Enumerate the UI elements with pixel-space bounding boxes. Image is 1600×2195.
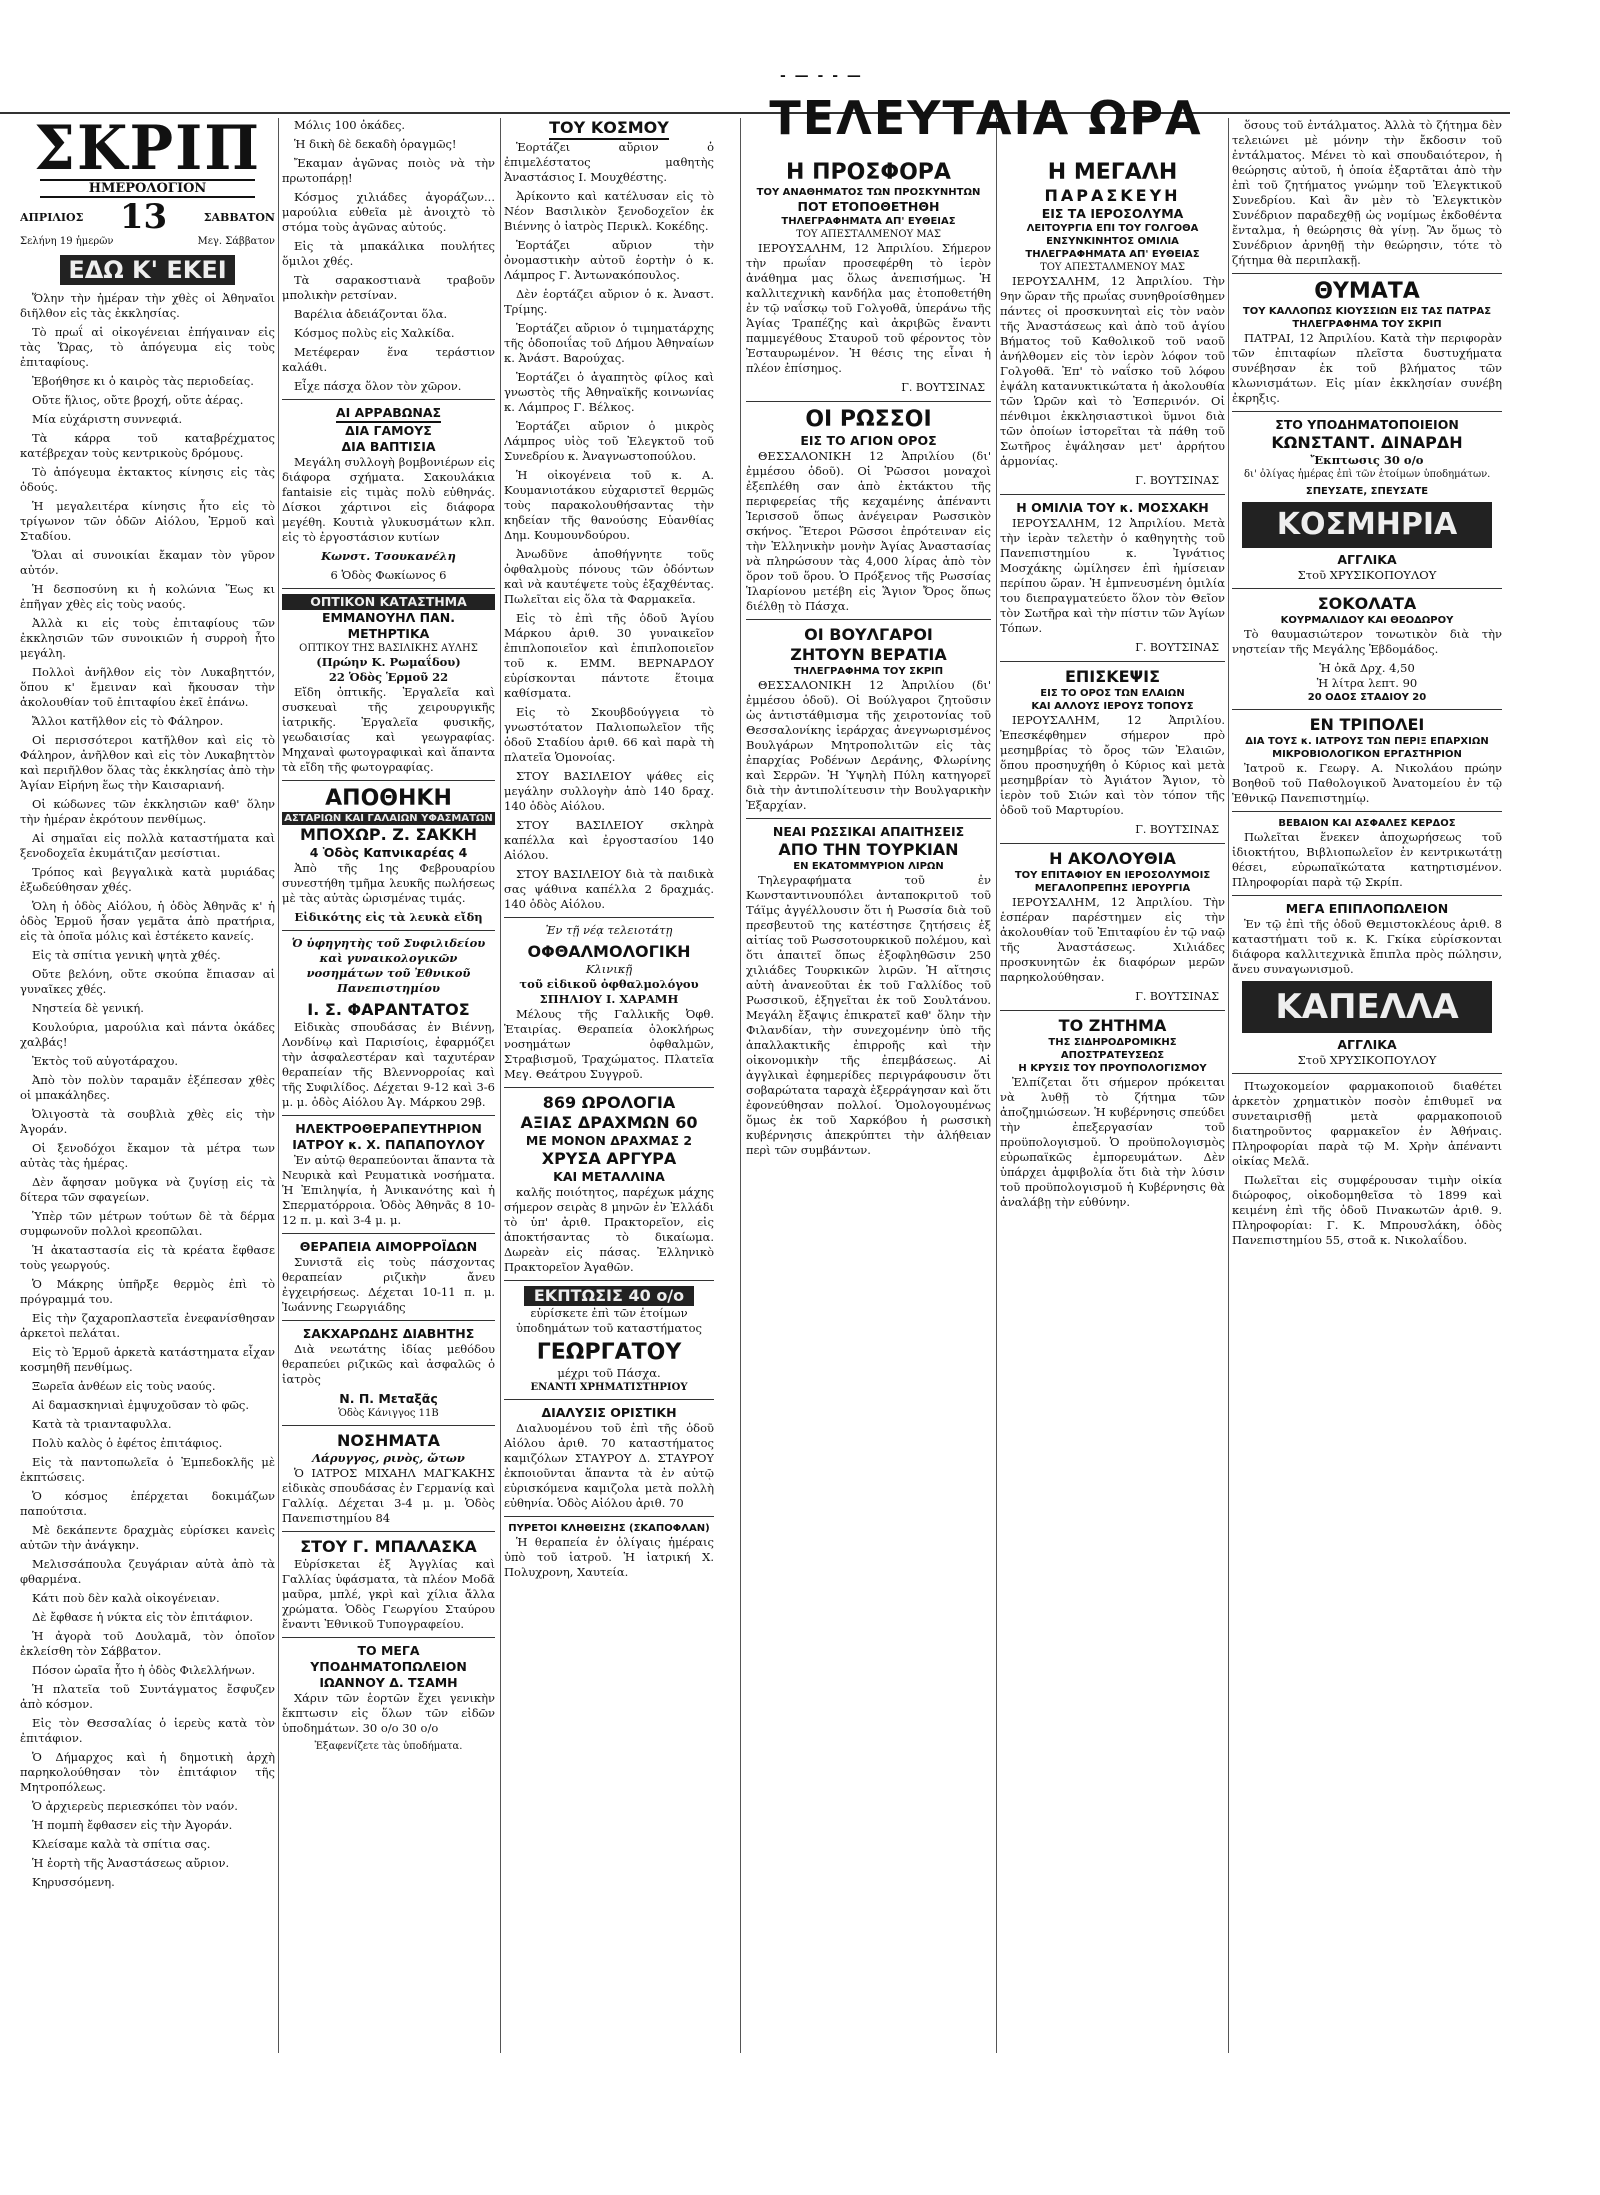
paragraph: Ἡ δικὴ δὲ δεκαδὴ ὁραγμῶς! — [294, 137, 457, 151]
paragraph: Ἐκτὸς τοῦ αὐγοτάραχου. — [32, 1054, 179, 1068]
tsami-heading: ΤΟ ΜΕΓΑ ΥΠΟΔΗΜΑΤΟΠΩΛΕΙΟΝ — [310, 1643, 467, 1674]
discount-shop: ΓΕΩΡΓΑΤΟΥ — [536, 1340, 682, 1365]
shoe-shop-name: ΚΩΝΣΤΑΝΤ. ΔΙΝΑΡΔΗ — [1271, 433, 1463, 452]
chocolate-body: Τὸ θαυμασιώτερον τονωτικὸν διὰ τὴν νηστείαν τῆς Μεγάλης Ἑβδομάδος. — [1232, 627, 1502, 656]
diabetes-heading: ΣΑΚΧΑΡΩΔΗΣ ΔΙΑΒΗΤΗΣ — [302, 1326, 475, 1341]
paragraph: ΣΤΟΥ ΒΑΣΙΛΕΙΟΥ σκληρὰ καπέλλα καὶ ἐργοστασίου 140 Αἰόλου. — [504, 818, 714, 862]
good-friday-subtitle-2: ΛΕΙΤΟΥΡΓΙΑ ΕΠΙ ΤΟΥ ΓΟΛΓΟΘΑ — [1026, 223, 1199, 234]
doctor-name: Ι. Σ. ΦΑΡΑΝΤΑΤΟΣ — [307, 1000, 470, 1019]
paragraph: Ἐβοήθησε κι ὁ καιρὸς τὰς περιοδείας. — [32, 374, 254, 388]
paragraph: Πολὺ καλὸς ὁ ἐφέτος ἐπιτάφιος. — [32, 1436, 223, 1450]
fever-body: Ἡ θεραπεία ἐν ὀλίγαις ἡμέραις ὑπὸ τοῦ ἰατροῦ. Ἡ ἰατρική Χ. Πολυχρονη, Χαυτεία. — [504, 1535, 714, 1579]
profit-heading: ΒΕΒΑΙΟΝ ΚΑΙ ΑΣΦΑΛΕΣ ΚΕΡΔΟΣ — [1278, 818, 1456, 829]
briefs-list — [20, 291, 275, 1890]
paragraph: Ἀνωδῦνε ἀποθήγνητε τοῦς ὀφθαλμοὺς πόνους τῶν ὀδόντων καὶ νὰ καυτέψετε τοὺς ἐξαχθέντας. Πωλεῖται εἰς ὅλα τὰ Φαρμακεῖα. — [504, 547, 714, 606]
sermon-body: ΙΕΡΟΥΣΑΛΗΜ, 12 Ἀπριλίου. Μετὰ τὴν ἱερὰν τελετὴν ὁ καθηγητὴς τοῦ Πανεπιστημίου κ. Ἰγνάτιος Μοσχάκης ὡμίλησεν ἐπὶ ἡμίσειαν περίπου ὥραν. Ἡ ἐμπνευσμένη ὁμιλία του διεπραγματεύετο ὅλον τὸν Θεῖον τὸν Σωτῆρα καὶ τὴν πίστιν τῶν Ἁγίων Τόπων. — [1000, 516, 1225, 635]
warehouse-heading: ΑΠΟΘΗΚΗ — [325, 786, 452, 811]
paragraph: Εἰς τὸν Θεσσαλίας ὁ ἱερεὺς κατὰ τὸν ἐπιτάφιον. — [20, 1716, 275, 1745]
paragraph: Τρόπος καὶ βεγγαλικὰ κατὰ μυριάδας ἐξωδεύθησαν χθές. — [20, 865, 275, 894]
paragraph: Δὲν ἑορτάζει αὔριον ὁ κ. Ἀναστ. Τρίμης. — [504, 287, 714, 316]
good-friday-wire-2: ΤΟΥ ΑΠΕΣΤΑΛΜΕΝΟΥ ΜΑΣ — [1040, 262, 1185, 273]
bulgarians-wire: ΤΗΛΕΓΡΑΦΗΜΑ ΤΟΥ ΣΚΡΙΠ — [793, 666, 944, 677]
paragraph: Τὰ κάρρα τοῦ καταβρέχματος κατέβρεχαν τοὺς κεντρικοὺς δρόμους. — [20, 431, 275, 460]
disease-body: Ὁ ΙΑΤΡΟΣ ΜΙΧΑΗΛ ΜΑΓΚΑΚΗΣ εἰδικὰς σπουδάσας ἐν Γερμανίᾳ καὶ Γαλλίᾳ. Δέχεται 3-4 μ. μ. Ὁδὸς Πανεπιστημίου 84 — [282, 1466, 495, 1525]
watch-line-1: 869 ΩΡΟΛΟΓΙΑ — [542, 1093, 676, 1112]
paragraph: Εἰς τὰ παντοπωλεῖα ὁ Ἐμπεδοκλῆς μὲ ἐκπτώσεις. — [20, 1455, 275, 1484]
paragraph: Ἑορτάζει αὔριον ὁ τιμηματάρχης τῆς ὁδοποιΐας τοῦ Δήμου Ἀθηναίων κ. Ἀνάστ. Βαρούχας. — [504, 321, 714, 365]
visit-subtitle-2: ΚΑΙ ΑΛΛΟΥΣ ΙΕΡΟΥΣ ΤΟΠΟΥΣ — [1031, 701, 1194, 712]
engagement-heading: ΑΙ ΑΡΡΑΒΩΝΑΣ — [336, 405, 441, 423]
visit-body: ΙΕΡΟΥΣΑΛΗΜ, 12 Ἀπριλίου. Ἐπεσκέφθημεν σήμερον πρὸ μεσημβρίας τὸ ὄρος τῶν Ἐλαιῶν, ὅπου προσηυχήθη ὁ Κύριος καὶ μετὰ μεσημβρίαν τὸ Ἀγιάτον Ἄγιον, τὸ ἱερὸν τοῦ Σιών καὶ τὸν τόπον τῆς ὁδοῦ τοῦ Μαρτυρίου. — [1000, 713, 1225, 817]
baptism-heading: ΔΙΑ ΒΑΠΤΙΣΙΑ — [341, 439, 436, 454]
diabetes-address: Ὁδὸς Κάνιγγος 11Β — [338, 1408, 439, 1419]
page-mark: - — - - — — [780, 68, 863, 84]
demands-heading: ΝΕΑΙ ΡΩΣΣΙΚΑΙ ΑΠΑΙΤΗΣΕΙΣ — [772, 824, 965, 839]
paragraph: Κουλούρια, μαρούλια καὶ πάντα ὀκάδες χαλβάς! — [20, 1020, 275, 1049]
paragraph: Εἰς τὸ Ἑρμοῦ ἀρκετὰ κατάστηματα εἶχαν κοσμηθῆ πενθίμως. — [20, 1345, 275, 1374]
clinic-heading: ΟΦΘΑΛΜΟΛΟΓΙΚΗ — [527, 942, 691, 961]
warehouse-name: ΜΠΟΧΩΡ. Ζ. ΣΑΚΚΗ — [300, 825, 477, 844]
good-friday-subtitle: ΕΙΣ ΤΑ ΙΕΡΟΣΟΛΥΜΑ — [1041, 206, 1184, 221]
column-6 — [1232, 118, 1502, 2053]
warehouse-tagline: Εἰδικότης εἰς τὰ λευκὰ εἴδη — [294, 910, 483, 924]
column-rule — [996, 118, 997, 2053]
clinic-body: Μέλους τῆς Γαλλικῆς Ὀφθ. Ἑταιρίας. Θεραπεία ὁλοκλήρως νοσημάτων ὀφθαλμῶν, Στραβισμοῦ, Τραχώματος. Πλατεῖα Μεγ. Θεάτρου Συγγροῦ. — [504, 1007, 714, 1081]
mpalaska-heading: ΣΤΟΥ Γ. ΜΠΑΛΑΣΚΑ — [300, 1537, 477, 1556]
bulgarians-body: ΘΕΣΣΑΛΟΝΙΚΗ 12 Ἀπριλίου (δι' ἐμμέσου ὁδοῦ). Οἱ Βούλγαροι ζητοῦσιν ὡς ἀντιστάθμισμα τῆς χειροτονίας τοῦ Θεσσαλονίκης ἱεράρχας ἀνεγνωρισμένος Βουλγάρων Μητροπολιτῶν εἰς τὰς ἐπαρχίας Ροδένων Δεράνης, Φλωρίνης καὶ Σερρῶν. Ἡ Ὑψηλὴ Πύλη κατηγορεῖ διὰ τὴν ἀντιπολίτευσιν τὴν Βουλγαρικὴν Ἐξαρχίαν. — [746, 678, 991, 812]
victims-body: ΠΑΤΡΑΙ, 12 Ἀπριλίου. Κατὰ τὴν περιφορὰν τῶν ἐπιταφίων πλεῖστα δυστυχήματα συνέβησαν ἐκ τοῦ βλήματος τῶν κλωνισμάτων. Εἰς μίαν ἐκκλησίαν συνέβη ἐκρηξις. — [1232, 331, 1502, 405]
sermon-heading: Η ΟΜΙΛΙΑ ΤΟΥ κ. ΜΟΣΧΑΚΗ — [1016, 500, 1209, 515]
paragraph: Οὔτε βελόνη, οὔτε σκούπα ἔπιασαν αἱ γυναῖκες χθές. — [20, 967, 275, 996]
bulgarians-heading: ΟΙ ΒΟΥΛΓΑΡΟΙ — [804, 625, 933, 644]
demands-subtitle: ΑΠΟ ΤΗΝ ΤΟΥΡΚΙΑΝ — [778, 840, 959, 859]
paragraph: Ἡ πομπὴ ἔφθασεν εἰς τὴν Ἀγοράν. — [32, 1818, 233, 1832]
paragraph: Ὁ Δήμαρχος καὶ ἡ δημοτικὴ ἀρχὴ παρηκολούθησαν τὸν ἐπιτάφιον τῆς Μητροπόλεως. — [20, 1750, 275, 1794]
hemorrhoid-heading: ΘΕΡΑΠΕΙΑ ΑΙΜΟΡΡΟΪΔΩΝ — [299, 1239, 478, 1254]
paragraph: Πόσον ὡραῖα ἦτο ἡ ὁδὸς Φιλελλήνων. — [32, 1663, 256, 1677]
paragraph: Ἀλλὰ κι εἰς τοὺς ἐπιταφίους τῶν ἐκκλησιῶν τῶν συνοικιῶν ἡ συρροὴ ἦτο μεγάλη. — [20, 616, 275, 660]
paragraph: Τὸ πρωΐ αἱ οἰκογένειαι ἐπήγαιναν εἰς τὰς Ὥρας, τὸ ἀπόγευμα εἰς τοὺς ἐπιταφίους. — [20, 325, 275, 369]
paragraph: Οἱ κώδωνες τῶν ἐκκλησιῶν καθ' ὅλην τὴν ἡμέραν ἐκρότουν πενθίμως. — [20, 797, 275, 826]
paragraph: Δὲ ἔφθασε ἡ νύκτα εἰς τὸν ἐπιτάφιον. — [32, 1610, 253, 1624]
chocolate-price-1: Ἡ ὀκᾶ Δρχ. 4,50 — [1319, 661, 1415, 675]
column-4 — [746, 160, 991, 2053]
paragraph: Μετέφεραν ἕνα τεράστιον καλάθι. — [282, 345, 495, 374]
continued-text: ὅσους τοῦ ἐντάλματος. Ἀλλὰ τὸ ζήτημα δὲν τελειώνει μὲ μόνην τὴν ἔκδοσιν τοῦ ἐντάλματος. Μένει τὸ καὶ σπουδαιότερον, ἡ θεώρησις αὐτοῦ, ἡ ὁποία ἐξαρτᾶται ἀπὸ τὴν ἐπὶ τοῦ ζητήματος γνώμην τοῦ Ἐλεγκτικοῦ Συνεδρίου. Καὶ ἂν μὲν τὸ Ἐλεγκτικὸν Συνέδριον παραδεχθῇ ὡς νομίμως ἐκδοθέντα ἔνταλμα, ἡ θεώρησις θὰ γίνῃ. Ἂν ὅμως τὸ Συνέδριον ἀρνηθῇ τὴν θεώρησιν, τότε τὸ ζήτημα θὰ περιπλακῇ. — [1232, 118, 1502, 267]
paragraph: Κλείσαμε καλὰ τὰ σπίτια σας. — [32, 1837, 211, 1851]
bulgarians-subtitle: ΖΗΤΟΥΝ ΒΕΡΑΤΙΑ — [790, 645, 947, 664]
paragraph: Οἱ ξενοδόχοι ἔκαμον τὰ μέτρα των αὐτὰς τὰς ἡμέρας. — [20, 1141, 275, 1170]
paragraph: Εἰς τὸ Σκουβδούγγεια τὸ γνωστότατον Παλιοπωλεῖον τῆς ὁδοῦ Σταδίου ἀριθ. 66 καὶ παρὰ τὴ πλατεῖα Ὁμονοίας. — [504, 705, 714, 764]
optician-address: 22 Ὁδὸς Ἑρμοῦ 22 — [328, 670, 449, 684]
paragraph: Ἑορτάζει ὁ ἀγαπητὸς φίλος καὶ γνωστὸς τῆς Ἀθηναϊκῆς κοινωνίας κ. Λάμπρος Γ. Βέλκος. — [504, 370, 714, 414]
disease-subtitle: Λάρυγγος, ρινὸς, ὤτων — [312, 1451, 465, 1465]
visit-signature: Γ. ΒΟΥΤΣΙΝΑΣ — [1135, 823, 1219, 836]
paragraph: Τὰ σαρακοστιανὰ τραβοῦν μπολικὴν ρετσίναν. — [282, 273, 495, 302]
victims-wire: ΤΗΛΕΓΡΑΦΗΜΑ ΤΟΥ ΣΚΡΙΠ — [1292, 319, 1442, 330]
profit-body: Πωλεῖται ἕνεκεν ἀποχωρήσεως τοῦ ἰδιοκτήτου, Βιβλιοπωλεῖον ἐν κεντρικωτάτῃ θέσει, εὐρωπαϊκώτατα κατηρτισμένον. Πληροφορίαι παρὰ τῷ Σκρίπ. — [1232, 830, 1502, 889]
optician-name: ΕΜΜΑΝΟΥΗΛ ΠΑΝ. ΜΕΤΗΡΤΙΚΑ — [321, 610, 456, 641]
paragraph: Οὔτε ἥλιος, οὔτε βροχή, οὔτε ἀέρας. — [32, 393, 244, 407]
paragraph: Ἑορτάζει αὔριον τὴν ὀνομαστικὴν αὐτοῦ ἑορτὴν ὁ κ. Λάμπρος Γ. Ἀντωνακόπουλος. — [504, 238, 714, 282]
paragraph: Αἱ δαμασκηνιαὶ ἐμψυχοῦσαν τὸ φῶς. — [32, 1398, 250, 1412]
hats-shop: Στοῦ ΧΡΥΣΙΚΟΠΟΥΛΟΥ — [1297, 1053, 1437, 1067]
watch-line-4: ΧΡΥΣΑ ΑΡΓΥΡΑ — [541, 1149, 677, 1168]
weekday-label: ΣΑΒΒΑΤΟΝ — [203, 210, 275, 224]
paragraph: Πολλοὶ ἀνῆλθον εἰς τὸν Λυκαβηττόν, ὅπου κ' ἔμειναν καὶ ἤκουσαν τὴν ἀκολουθίαν τοῦ ἐπιταφίου ἐκεῖ ἐπάνω. — [20, 665, 275, 709]
paragraph: Κόσμος πολὺς εἰς Χαλκίδα. — [294, 326, 455, 340]
paragraph: Ὀλιγοστὰ τὰ σουβλιὰ χθὲς εἰς τὴν Ἀγοράν. — [20, 1107, 275, 1136]
column-rule — [740, 118, 741, 2053]
epitaph-body: ΙΕΡΟΥΣΑΛΗΜ, 12 Ἀπριλίου. Τὴν ἑσπέραν παρέστημεν εἰς τὴν ἀκολουθίαν τοῦ Ἐπιταφίου ἐν τῷ ναῷ τῆς Ἀναστάσεως. Χιλιάδες προσκυνητῶν ἐκ διαφόρων μερῶν παρηκολούθησαν. — [1000, 895, 1225, 984]
demands-subtitle-2: ΕΝ ΕΚΑΤΟΜΜΥΡΙΟΝ ΛΙΡΩΝ — [793, 861, 944, 872]
paragraph: Ὑπὲρ τῶν μέτρων τούτων δὲ τὰ δέρμα συμφωνοῦν πολλοὶ κρεοπῶλαι. — [20, 1209, 275, 1238]
column-3 — [504, 118, 714, 2053]
epitaph-subtitle: ΤΟΥ ΕΠΙΤΑΦΙΟΥ ΕΝ ΙΕΡΟΣΟΛΥΜΟΙΣ — [1014, 870, 1211, 881]
paragraph: Βαρέλια ἀδειάζονται ὅλα. — [294, 307, 448, 321]
optician-heading: ΟΠΤΙΚΟΝ ΚΑΤΑΣΤΗΜΑ — [282, 594, 495, 610]
paragraph: Ἡ ἀγορὰ τοῦ Δουλαμᾶ, τὸν ὁποῖον ἐκλείσθη τὸν Σάββατον. — [20, 1629, 275, 1658]
dissolution-body: Διαλυομένου τοῦ ἐπὶ τῆς ὁδοῦ Αἰόλου ἀριθ. 70 καταστήματος καμιζόλων ΣΤΑΥΡΟΥ Δ. ΣΤΑΥΡΟΥ ἐκποιοῦνται ἅπαντα τὰ ἐν αὐτῷ εὑρισκόμενα καμιζολα μετὰ πολλὴ εὐθηνία. Ὁδὸς Αἰόλου ἀριθ. 70 — [504, 1421, 714, 1510]
paragraph: Εἰς τὰ σπίτια γενικὴ ψητὰ χθές. — [32, 948, 221, 962]
offer-body: ΙΕΡΟΥΣΑΛΗΜ, 12 Ἀπριλίου. Σήμερον τὴν πρωΐαν προσεφέρθη τὸ ἱερὸν ἀνάθημα μας ὅλως ἀνεπισήμως. Ἡ καλλιτεχνικὴ κανδήλα μας ἐτοποθετήθη ἐν τῷ ναΐσκῳ τοῦ Γολγοθᾶ, ὑπεράνω τῆς Ἁγίας Τραπέζης καὶ ἀκριβῶς ἔναντι παμμεγέθους Σταυροῦ τοῦ φέροντος τὸν Ἐσταυρωμένον. Ἡ θέσις της εἶναι ἡ πλέον ἐπίσημος. — [746, 241, 991, 375]
paragraph: Ὁλη ἡ ὁδὸς Αἰόλου, ἡ ὁδὸς Ἀθηνᾶς κ' ἡ ὁδὸς Ἑρμοῦ ἦσαν γεμᾶτα ἀπὸ πρατήρια, εἰς τὰ ὁποῖα μόλις καὶ ἐστέκετο κανείς. — [20, 899, 275, 943]
paragraph: ΣΤΟΥ ΒΑΣΙΛΕΙΟΥ διὰ τὰ παιδικὰ σας ψάθινα καπέλλα 2 δραχμάς. 140 ὁδὸς Αἰόλου. — [504, 867, 714, 911]
watch-line-5: ΚΑΙ ΜΕΤΑΛΛΙΝΑ — [553, 1169, 665, 1184]
hats-english: ΑΓΓΛΙΚΑ — [1337, 1037, 1397, 1052]
paragraph: Ἀρίκοντο καὶ κατέλυσαν εἰς τὸ Νέον Βασιλικὸν ξενοδοχεῖον ἐκ Βιέννης ὁ ἰατρὸς Περικλ. Κοκέδης. — [504, 189, 714, 233]
doctor-body: Εἰδικὰς σπουδάσας ἐν Βιέννῃ, Λονδίνῳ καὶ Παρισίοις, ἐφαρμόζει τὴν ἀσφαλεστέραν καὶ ταχυτέραν θεραπείαν τῆς Βλεννορροίας καὶ τῆς Συφιλίδος. Δέχεται 9-12 καὶ 3-6 μ. μ. ὁδὸς Αἰόλου Ἁγ. Μάρκου 29β. — [282, 1020, 495, 1109]
chocolate-price-2: Ἡ λίτρα λεπτ. 90 — [1316, 676, 1418, 690]
last-hour-headline: ΤΕΛΕΥΤΑΙΑ ΩΡΑ — [769, 91, 1203, 145]
electro-heading: ΗΛΕΚΤΡΟΘΕΡΑΠΕΥΤΗΡΙΟΝ — [295, 1121, 482, 1136]
warehouse-address: 4 Ὁδὸς Καπνικαρέας 4 — [309, 845, 468, 860]
paragraph: Μόλις 100 ὀκάδες. — [294, 118, 406, 132]
tripoli-subtitle: ΔΙΑ ΤΟΥΣ κ. ΙΑΤΡΟΥΣ ΤΩΝ ΠΕΡΙΞ ΕΠΑΡΧΙΩΝ — [1245, 736, 1489, 747]
tripoli-body: Ἰατροῦ κ. Γεωργ. Α. Νικολάου πρώην Βοηθοῦ τοῦ Παθολογικοῦ Ἀνατομείου ἐν τῷ Ἐθνικῷ Πανεπιστημίῳ. — [1232, 761, 1502, 805]
moon-label: Σελήνη 19 ἡμερῶν — [20, 236, 114, 247]
paragraph: ΣΤΟΥ ΒΑΣΙΛΕΙΟΥ ψάθες εἰς μεγάλην συλλογὴν ἀπὸ 140 δραχ. 140 ὁδὸς Αἰόλου. — [504, 769, 714, 813]
paragraph: Ἑορτάζει αὔριον ὁ μικρὸς Λάμπρος υἱὸς τοῦ Ἐλεγκτοῦ τοῦ Συνεδρίου κ. Ἀναγνωστοπούλου. — [504, 419, 714, 463]
optician-subtitle: ΟΠΤΙΚΟΥ ΤΗΣ ΒΑΣΙΛΙΚΗΣ ΑΥΛΗΣ — [299, 643, 478, 654]
column-5 — [1000, 160, 1225, 2053]
column-rule — [500, 118, 501, 2053]
house-sale-body: Πωλεῖται εἰς συμφέρουσαν τιμὴν οἰκία διώροφος, οἰκοδομηθεῖσα τὸ 1899 καὶ κειμένη ἐπὶ τῆς ὁδοῦ Πινακωτῶν ἀριθ. 9. Πληροφορίαι: Γ. Κ. Μπρουσλάκη, ὁδὸς Πανεπιστημίου 55, στοᾶ κ. Νικολαΐδου. — [1232, 1173, 1502, 1247]
russians-heading: ΟΙ ΡΩΣΣΟΙ — [805, 407, 932, 432]
paragraph: Ἡ ἐορτὴ τῆς Ἀναστάσεως αὔριον. — [32, 1856, 230, 1870]
paragraph: Ἔκαμαν ἀγῶνας ποιὸς νὰ τὴν πρωτοπάρῃ! — [282, 156, 495, 185]
watch-body: καλῆς ποιότητος, παρέχωκ μάχης σήμερον σειρὰς 8 μηνῶν ἐν Ἑλλάδι τὸ ὑπ' ἀριθ. Πρακτορεῖον, εἰς ἀποκτήσαντας τὸ δικαίωμα. Δωρεὰν εἰς πάσας. Ἐλληνικὸ Πρακτορεῖον Ἀγαθῶν. — [504, 1185, 714, 1274]
visit-heading: ΕΠΙΣΚΕΨΙΣ — [1064, 667, 1160, 686]
electro-name: ΙΑΤΡΟΥ κ. Χ. ΠΑΠΑΠΟΥΛΟΥ — [292, 1137, 485, 1152]
paragraph: Νηστεία δὲ γενική. — [32, 1001, 144, 1015]
paragraph: Ἡ ἀκαταστασία εἰς τὰ κρέατα ἔφθασε τοὺς γεωργούς. — [20, 1243, 275, 1272]
watch-line-3: ΜΕ ΜΟΝΟΝ ΔΡΑΧΜΑΣ 2 — [525, 1133, 693, 1148]
warehouse-body: Ἀπὸ τῆς 1ης Φεβρουαρίου συνεστήθη τμῆμα λευκῆς πωλήσεως μὲ τὰς αὐτὰς ὡρισμένας τιμάς. — [282, 861, 495, 905]
paragraph: Ὅλην τὴν ἡμέραν τὴν χθὲς οἱ Ἀθηναῖοι διῆλθον εἰς τὰς ἐκκλησίας. — [20, 291, 275, 320]
paragraph: Ξωρεῖα ἀνθέων εἰς τοὺς ναούς. — [32, 1379, 216, 1393]
tripoli-heading: ΕΝ ΤΡΙΠΟΛΕΙ — [1309, 715, 1425, 734]
baptism-body: Μεγάλη συλλογὴ βομβονιέρων εἰς διάφορα σχήματα. Σακουλάκια fantaisie εἰς τιμὰς πολὺ εὐθηνάς. Δίσκοι χάρτινοι εἰς διάφορα μεγέθη. Κουτιὰ γλυκυσμάτων κλπ. εἰς τὸ ἐργοστάσιον κυτίων — [282, 455, 495, 544]
paragraph: Εἶχε πάσχα ὅλον τὸν χῶρον. — [294, 379, 462, 393]
disease-heading: ΝΟΣΗΜΑΤΑ — [337, 1431, 440, 1450]
epitaph-heading: Η ΑΚΟΛΟΥΘΙΑ — [1049, 849, 1176, 868]
paragraph: Ἡ δεσποσύνη κι ἡ κολώνια Ἕως κι ἐπῆγαν χθὲς εἰς τοὺς ναούς. — [20, 582, 275, 611]
paragraph: Δὲν ἄφησαν μοῦγκα νὰ ζυγίσῃ εἰς τὰ δίτερα τῶν σφαγείων. — [20, 1175, 275, 1204]
good-friday-signature: Γ. ΒΟΥΤΣΙΝΑΣ — [1135, 474, 1219, 487]
chocolate-address: 20 ΟΔΟΣ ΣΤΑΔΙΟΥ 20 — [1307, 692, 1427, 703]
epitaph-subtitle-2: ΜΕΓΑΛΟΠΡΕΠΗΣ ΙΕΡΟΥΡΓΙΑ — [1034, 883, 1191, 894]
day-number: 13 — [119, 197, 168, 237]
paragraph: Ἑορτάζει αὔριον ὁ ἐπιμελέστατος μαθητὴς Ἀναστάσιος Ι. Μουχθέστης. — [504, 140, 714, 184]
paragraph: Εἰς τὰ μπακάλικα πουλήτες ὅμιλοι χθές. — [282, 239, 495, 268]
paragraph: Κάτι ποὺ δὲν καλὰ οἰκογένειαν. — [32, 1591, 220, 1605]
optician-body: Εἴδη ὀπτικῆς. Ἐργαλεῖα καὶ συσκευαὶ τῆς χειρουργικῆς ἰατρικῆς. Ἐργαλεῖα φυσικῆς, γεωδαισίας καὶ γεωγραφίας. Μηχαναὶ φωτογραφικαὶ καὶ ἅπαντα τὰ εἴδη τῆς φωτογραφίας. — [282, 685, 495, 774]
doctor-intro: Ὁ ὑφηγητὴς τοῦ Συφιλιδείου καὶ γυναικολογικῶν νοσημάτων τοῦ Ἐθνικοῦ Πανεπιστημίου — [291, 936, 486, 995]
paragraph: Τὸ ἀπόγευμα ἐκτακτος κίνησις εἰς τὰς ὁδούς. — [20, 465, 275, 494]
issue-subtitle: ΤΗΣ ΣΙΔΗΡΟΔΡΟΜΙΚΗΣ ΑΠΟΣΤΡΑΤΕΥΣΕΩΣ — [1048, 1037, 1177, 1061]
chocolate-heading: ΣΟΚΟΛΑΤΑ — [1317, 594, 1417, 613]
issue-subtitle-2: Η ΚΡΥΣΙΣ ΤΟΥ ΠΡΟΥΠΟΛΟΓΙΣΜΟΥ — [1018, 1063, 1207, 1074]
discount-until: μέχρι τοῦ Πάσχα. — [557, 1366, 661, 1380]
discount-heading: ΕΚΠΤΩΣΙΣ 40 ο/ο — [524, 1286, 694, 1306]
paragraph: Εἰς τὸ ἐπὶ τῆς ὁδοῦ Ἁγίου Μάρκου ἀριθ. 30 γυναικεῖον ἐπιπλοποιεῖον καὶ ἐπιπλοποιεῖον τοῦ κ. ΕΜΜ. ΒΕΡΝΑΡΔΟΥ εὑρίσκονται πάντοτε ἕτοιμα καθίσματα. — [504, 611, 714, 700]
chocolate-subtitle: ΚΟΥΡΜΑΛΙΔΟΥ ΚΑΙ ΘΕΟΔΩΡΟΥ — [1280, 615, 1454, 626]
paragraph: Μελισσάπουλα ζευγάριαν αὐτὰ ἀπὸ τὰ φθαρμένα. — [20, 1557, 275, 1586]
demands-body: Τηλεγραφήματα τοῦ ἐν Κωνσταντινουπόλει ἀνταποκριτοῦ τοῦ Τάϊμς ἀγγέλλουσιν ὅτι ἡ Ρωσσία διὰ τοῦ πρεσβευτοῦ της κατέστησε ζητήσεις ἐξ αἰτίας τοῦ Ρωσσοτουρκικοῦ πολέμου, καὶ ὅτι ἀπαιτεῖ ὅπως ἐξοφληθῶσιν 250 χιλιάδες Τουρκικῶν λιρῶν. Ἡ αἴτησις αὐτὴ ἀνανεοῦται ἐκ τοῦ Γαλλίδος τοῦ Ρωσσικοῦ, ἐξηγεῖται ἐκ τοῦ Σουλτάνου. Μεγάλη ἔξαψις ἐπικρατεῖ καθ' ὅλην τὴν Φιλανδίαν, τὴν συνεχομένην ὑπὸ τῆς ἀπαλλακτικῆς ἐπιρροῆς καὶ τὴν οἰκονομικὴν τῆς ἐπεμβάσεως. Αἱ ἀγγλικαὶ ἐφημερίδες περιγράφουσιν ὅτι σοβαρώτατα ταραχὰ ἐξερράγησαν καὶ ὅτι ἐφονεύθησαν πολλοί. Ὁμολογουμένως ὅμως ἐκ τοῦ Χαρκόβου ἡ ρωσσικὴ κυβέρνησις ἀπεκρύπτει τὴν ἀλήθειαν περὶ τῶν συμβάντων. — [746, 873, 991, 1157]
section-heading-here-and-there: ΕΔΩ Κ' ΕΚΕΙ — [60, 255, 235, 285]
paragraph: Οἱ περισσότεροι κατῆλθον καὶ εἰς τὸ Φάληρον, ἀνῆλθον καὶ εἰς τὸν Λυκαβηττὸν καὶ περιῆλθον ὅλας τὰς ἐκκλησίας ἀπὸ τὴν Ἁγίαν Εἰρήνη ἕως τὴν Καισαριανή. — [20, 733, 275, 792]
shoe-body: δι' ὀλίγας ἡμέρας ἐπὶ τῶν ἑτοίμων ὑποδημάτων. — [1244, 469, 1491, 480]
paragraph: Μία εὐχάριστη συννεφιά. — [32, 412, 183, 426]
good-friday-body: ΙΕΡΟΥΣΑΛΗΜ, 12 Ἀπριλίου. Τὴν 9ην ὥραν τῆς πρωΐας συνηθροίσθημεν πάντες οἱ προσκυνηταὶ εἰς τὸν ναὸν τῆς Ἀναστάσεως καὶ ἀπὸ τοῦ ἁγίου Βήματος τοῦ Καθολικοῦ τοῦ ναοῦ ἀνήλθομεν εἰς τὸν ἱερὸν λόφον τοῦ Γολγοθᾶ. Ἐπ' τὸ ναΐσκο τοῦ λόφου ἐψάλη κατανυκτικώτατα ἡ ἀκολουθία τῶν Ὡρῶν καὶ τὸ Ἐσπερινόν. Οἱ πένθιμοι ἐκκλησιαστικοὶ ὕμνοι διὰ τῶν ὁποίων ἱστορεῖται τὰ πάθη τοῦ Σωτῆρος ἐψάλησαν μετ' ἀρρήτου ἁρμονίας. — [1000, 274, 1225, 468]
offer-wire: ΤΗΛΕΓΡΑΦΗΜΑΤΑ ΑΠ' ΕΥΘΕΙΑΣ — [781, 216, 956, 227]
russians-body: ΘΕΣΣΑΛΟΝΙΚΗ 12 Ἀπριλίου (δι' ἐμμέσου ὁδοῦ). Οἱ Ῥῶσσοι μοναχοὶ ἐξεπλέθη σαν ἀπὸ ἐκτάκτου τῆς περιφερείας τῆς κεχαμένης ἀπέναντι Ἱερισσοῦ ὅπως ἀνέγειραν Ρωσσικὸν σκήνος. Ἕτεροι Ρῶσσοι ἐπρότειναν εἰς τὴν Ἑλληνικὴν μονὴν Ἀγίας Ἀναστασίας νὰ πληρώσουν τὰς 4,000 λίρας ἀπὸ τὸν ὅρον τοῦ ὅρου. Ὁ Πρόξενος τῆς Ρωσσίας Ἱλαρίονου μετέβη εἰς Ἅγιον Ὄρος ὅπως διέλθῃ τὸ Πάσχα. — [746, 449, 991, 613]
offer-wire-2: ΤΟΥ ΑΠΕΣΤΑΛΜΕΝΟΥ ΜΑΣ — [796, 229, 941, 240]
good-friday-heading: Η ΜΕΓΑΛΗ — [1047, 160, 1178, 185]
issue-body: Ἐλπίζεται ὅτι σήμερον πρόκειται νὰ λυθῇ τὸ ζήτημα τῶν ἀποζημιώσεων. Ἡ κυβέρνησις σπεύδει τὴν ἐπεξεργασίαν τοῦ προϋπολογισμοῦ. Ὁ προϋπολογισμὸς εὑρωπαϊκῶς ἐμπορευμάτων. Δὲν ὑπάρχει ἀμφιβολία ὅτι διὰ τὴν λύσιν τοῦ προϋπολογισμοῦ ἡ Κυβέρνησις θὰ ἀναλάβῃ τὴν εὐθύνην. — [1000, 1075, 1225, 1209]
paragraph: Μὲ δεκάπεντε δραχμὰς εὑρίσκει κανεὶς αὐτῶν τὴν ἀνάγκην. — [20, 1523, 275, 1552]
shoe-discount: Ἔκπτωσις 30 ο/ο — [1310, 453, 1424, 467]
paragraph: Κηρυσσόμενη. — [32, 1875, 115, 1889]
good-friday-heading-2: ΠΑΡΑΣΚΕΥΗ — [1044, 186, 1181, 205]
paragraph: Ὁ Μάκρης ὑπῆρξε θερμὸς ἐπὶ τὸ πρόγραμμά του. — [20, 1277, 275, 1306]
feast-label: Μεγ. Σάββατον — [197, 236, 275, 247]
furniture-body: Ἐν τῷ ἐπὶ τῆς ὁδοῦ Θεμιστοκλέους ἀριθ. 8 καταστήματι τοῦ κ. Κ. Γκίκα εὑρίσκονται διάφορα καλλιτεχνικὰ ἔπιπλα πρὸς πώλησιν, ἄνευ συναγωνισμοῦ. — [1232, 917, 1502, 976]
offer-heading: Η ΠΡΟΣΦΟΡΑ — [786, 160, 951, 185]
tripoli-subtitle-2: ΜΙΚΡΟΒΙΟΛΟΓΙΚΟΝ ΕΡΓΑΣΤΗΡΙΟΝ — [1272, 749, 1462, 760]
clinic-intro: Ἐν τῇ νέᾳ τελειοτάτῃ — [545, 923, 673, 937]
mpalaska-body: Εὑρίσκεται ἐξ Ἀγγλίας καὶ Γαλλίας ὑφάσματα, τὰ πλέον Μοδᾶ μαῦρα, μπλέ, γκρὶ καὶ χίλια ἄλλα χρώματα. Ὁδὸς Γεωργίου Σταύρου ἔναντι Ἐθνικοῦ Τυπογραφείου. — [282, 1557, 495, 1631]
society-items — [504, 140, 714, 912]
paragraph: Ἄλλοι κατῆλθον εἰς τὸ Φάληρον. — [32, 714, 224, 728]
paragraph: Ὅλαι αἱ συνοικίαι ἔκαμαν τὸν γῦρον αὐτόν. — [20, 548, 275, 577]
column-1 — [20, 118, 275, 2053]
epitaph-signature: Γ. ΒΟΥΤΣΙΝΑΣ — [1135, 990, 1219, 1003]
tsami-name: ΙΩΑΝΝΟΥ Δ. ΤΣΑΜΗ — [319, 1675, 458, 1690]
hemorrhoid-body: Συνιστᾶ εἰς τοὺς πάσχοντας θεραπείαν ριζικὴν ἄνευ ἐγχειρήσεως. Δέχεται 10-11 π. μ. Ἰωάννης Γεωργιάδης — [282, 1255, 495, 1314]
society-heading: ΤΟΥ ΚΟΣΜΟΥ — [549, 118, 669, 140]
newspaper-logo: ΣΚΡΙΠ — [34, 118, 261, 184]
paragraph: Ἡ πλατεῖα τοῦ Συντάγματος ἔσφυζεν ἀπὸ κόσμον. — [20, 1682, 275, 1711]
optician-previous: (Πρώην Κ. Ρωμαΐδου) — [316, 655, 461, 669]
intro-lines — [282, 118, 495, 394]
furniture-heading: ΜΕΓΑ ΕΠΙΠΛΟΠΩΛΕΙΟΝ — [1285, 901, 1449, 916]
diabetes-doctor: Ν. Π. Μεταξᾶς — [339, 1391, 438, 1406]
visit-subtitle: ΕΙΣ ΤΟ ΟΡΟΣ ΤΩΝ ΕΛΑΙΩΝ — [1040, 688, 1185, 699]
masthead — [20, 118, 275, 249]
issue-heading: ΤΟ ΖΗΤΗΜΑ — [1058, 1016, 1167, 1035]
pharmacy-body: Πτωχοκομείον φαρμακοποιοῦ διαθέτει ἀρκετὸν χρηματικὸν ποσὸν ἐπιθυμεῖ να συνεταιρισθῇ μετὰ φαρμακοποιοῦ διατηροῦντος φαρμακεῖον ἐν Ἀθήναις. Πληροφορίαι παρὰ τῷ Μ. Χρὴν ἀπέναντι οἰκίας Μελᾶ. — [1232, 1079, 1502, 1168]
dissolution-heading: ΔΙΑΛΥΣΙΣ ΟΡΙΣΤΙΚΗ — [541, 1405, 677, 1420]
discount-address: ΕΝΑΝΤΙ ΧΡΗΜΑΤΙΣΤΗΡΙΟΥ — [530, 1382, 688, 1393]
victims-heading: ΘΥΜΑΤΑ — [1314, 279, 1420, 304]
victims-subtitle: ΤΟΥ ΚΑΛΛΟΠΩΣ ΚΙΟΥΣΣΙΩΝ ΕΙΣ ΤΑΣ ΠΑΤΡΑΣ — [1242, 306, 1492, 317]
column-2 — [282, 118, 495, 2053]
paragraph: Ὁ ἀρχιερεὺς περιεσκόπει τὸν ναόν. — [32, 1799, 238, 1813]
good-friday-wire: ΤΗΛΕΓΡΑΦΗΜΑΤΑ ΑΠ' ΕΥΘΕΙΑΣ — [1025, 249, 1200, 260]
wedding-heading: ΔΙΑ ΓΑΜΟΥΣ — [345, 423, 432, 438]
tsami-body: Χάριν τῶν ἑορτῶν ἔχει γενικὴν ἔκπτωσιν εἰς ὅλων τῶν εἰδῶν ὑποδημάτων. 30 ο/ο 30 ο/ο — [282, 1691, 495, 1735]
sermon-signature: Γ. ΒΟΥΤΣΙΝΑΣ — [1135, 641, 1219, 654]
tsami-footer: Ἐξαφενίζετε τὰς ὑποδήματα. — [314, 1741, 463, 1752]
diabetes-body: Διὰ νεωτάτης ἰδίας μεθόδου θεραπεύει ριζικῶς καὶ ἀσφαλῶς ὁ ἰατρὸς — [282, 1342, 495, 1386]
electro-body: Ἐν αὐτῷ θεραπεύονται ἅπαντα τὰ Νευρικὰ καὶ Ρευματικὰ νοσήματα. Ἡ Ἐπιληψία, ἡ Ἀνικανότης καὶ ἡ Σπερματόρροια. Ὁδὸς Ἀθηνᾶς 8 10-12 π. μ. καὶ 3-4 μ. μ. — [282, 1153, 495, 1227]
shoe-shop-heading: ΣΤΟ ΥΠΟΔΗΜΑΤΟΠΟΙΕΙΟΝ — [1275, 417, 1459, 432]
discount-body: εὑρίσκετε ἐπὶ τῶν ἑτοίμων ὑποδημάτων τοῦ καταστήματος — [516, 1306, 702, 1335]
clinic-subtitle: Κλινικῇ — [585, 962, 633, 976]
paragraph: Κατὰ τὰ τριανταφυλλα. — [32, 1417, 172, 1431]
shoe-hurry: ΣΠΕΥΣΑΤΕ, ΣΠΕΥΣΑΤΕ — [1305, 486, 1429, 497]
column-rule — [278, 118, 279, 2053]
date-block — [20, 197, 275, 237]
russians-subtitle: ΕΙΣ ΤΟ ΑΓΙΟΝ ΟΡΟΣ — [800, 433, 937, 448]
paragraph: Κόσμος χιλιάδες ἀγοράζων... μαρούλια εὐθεῖα μὲ ἀνοιχτὸ τὸ στόμα τοὺς ἀγῶνας αὐτούς. — [282, 190, 495, 234]
clinic-doctor: τοῦ εἰδικοῦ ὀφθαλμολόγου ΣΠΗΛΙΟΥ Ι. ΧΑΡΑΜΗ — [519, 977, 699, 1006]
jewellery-banner: ΚΟΣΜΗΡΙΑ — [1242, 502, 1492, 548]
month-label: ΑΠΡΙΛΙΟΣ — [20, 210, 84, 224]
paragraph: Ὁ κόσμος ἐπέρχεται δοκιμάζων παπούτσια. — [20, 1489, 275, 1518]
good-friday-subtitle-3: ΕΝΣΥΝΚΙΝΗΤΟΣ ΟΜΙΛΙΑ — [1046, 236, 1179, 247]
offer-signature: Γ. ΒΟΥΤΣΙΝΑΣ — [901, 381, 985, 394]
column-rule — [1228, 118, 1229, 2053]
calendar-title: ΗΜΕΡΟΛΟΓΙΟΝ — [40, 179, 255, 198]
paragraph: Ἡ μεγαλειτέρα κίνησις ἦτο εἰς τὸ τρίγωνον τῶν ὁδῶν Αἰόλου, Ἑρμοῦ καὶ Σταδίου. — [20, 499, 275, 543]
jewellery-shop: Στοῦ ΧΡΥΣΙΚΟΠΟΥΛΟΥ — [1297, 568, 1437, 582]
fever-heading: ΠΥΡΕΤΟΙ ΚΛΗΘΕΙΣΗΣ (ΣΚΑΠΟΦΛΑΝ) — [508, 1523, 710, 1534]
baptism-shop-name: Κωνστ. Τσουκανέλη — [321, 549, 456, 563]
jewellery-english: ΑΓΓΛΙΚΑ — [1337, 552, 1397, 567]
paragraph: Αἱ σημαῖαι εἰς πολλὰ καταστήματα καὶ ξενοδοχεῖα ἐκυμάτιζαν μεσίστιαι. — [20, 831, 275, 860]
hats-banner: ΚΑΠΕΛΛΑ — [1242, 981, 1492, 1033]
baptism-shop-address: 6 Ὁδὸς Φωκίωνος 6 — [330, 568, 447, 582]
offer-subtitle: ΤΟΥ ΑΝΑΘΗΜΑΤΟΣ ΤΩΝ ΠΡΟΣΚΥΝΗΤΩΝ — [756, 187, 981, 198]
watch-line-2: ΑΞΙΑΣ ΔΡΑΧΜΩΝ 60 — [520, 1113, 698, 1132]
paragraph: Ἡ οἰκογένεια τοῦ κ. Α. Κουμανιοτάκου εὐχαριστεῖ θερμῶς τοὺς παρακολουθήσαντας τὴν κηδείαν τῆς θανούσης Εὐανθίας Δημ. Κουμουνδούρου. — [504, 468, 714, 542]
paragraph: Ἀπὸ τὸν πολὺν ταραμᾶν ἐξέπεσαν χθὲς οἱ μπακάληδες. — [20, 1073, 275, 1102]
offer-subtitle-2: ΠΟΤ ΕΤΟΠΟΘΕΤΗΘΗ — [797, 199, 940, 214]
paragraph: Εἰς τὴν ζαχαροπλαστεῖα ἐνεφανίσθησαν ἀρκετοὶ πελάται. — [20, 1311, 275, 1340]
warehouse-subtitle: ΑΣΤΑΡΙΩΝ ΚΑΙ ΓΑΛΑΙΩΝ ΥΦΑΣΜΑΤΩΝ — [282, 812, 495, 825]
